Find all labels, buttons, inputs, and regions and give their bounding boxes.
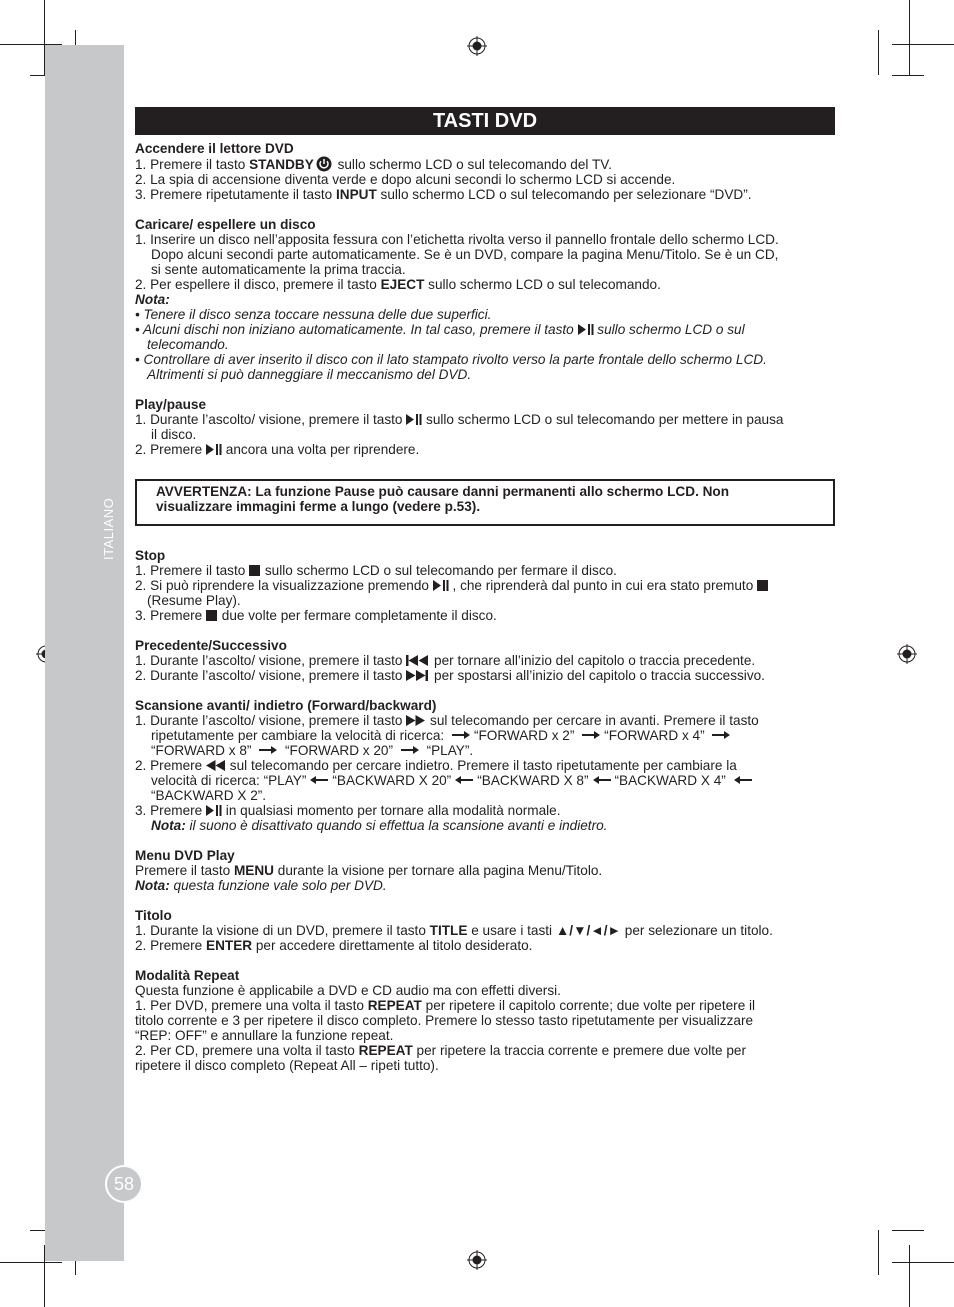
text: per selezionare un titolo.: [621, 923, 773, 938]
paragraph: [135, 412, 835, 427]
paragraph: [135, 187, 835, 202]
paragraph: titolo corrente e 3 per ripetere il disco completo. Premere lo stesso tasto ripetutamente per visualizzare: [135, 1013, 754, 1028]
paragraph: ripetere il disco completo (Repeat All – ripeti tutto).: [135, 1058, 439, 1073]
paragraph: [135, 668, 835, 683]
text: sullo schermo LCD o sul: [593, 322, 745, 337]
play-pause-icon: [433, 580, 449, 591]
text: sullo schermo LCD o sul telecomando per selezionare “DVD”.: [376, 187, 752, 202]
text: “FORWARD x 20”: [285, 743, 394, 758]
key-name: TITLE: [429, 923, 468, 938]
paragraph: [135, 1043, 835, 1058]
text: • Alcuni dischi non iniziano automaticamente. In tal caso, premere il tasto: [135, 322, 578, 337]
arrow-keys: ▲/▼/◄/►: [555, 923, 621, 938]
paragraph: [135, 923, 835, 938]
text: 2. Premere: [135, 758, 207, 773]
text: ripetutamente per cambiare la velocità di ricerca:: [151, 728, 445, 743]
page-number: 58: [105, 1165, 143, 1203]
note-item: telecomando.: [147, 337, 229, 352]
text: “FORWARD x 8”: [151, 743, 252, 758]
text: sul telecomando per cercare in avanti. Premere il tasto: [426, 713, 759, 728]
text: per accedere direttamente al titolo desiderato.: [252, 938, 533, 953]
paragraph: 1. Inserire un disco nell’apposita fessura con l’etichetta rivolta verso il pannello frontale dello schermo LCD.: [135, 232, 779, 247]
paragraph: [135, 277, 835, 292]
paragraph: si sente automaticamente la prima traccia.: [151, 262, 406, 277]
text: 1. Per DVD, premere una volta il tasto: [135, 998, 368, 1013]
crop-mark: [878, 1230, 879, 1275]
section-heading: Modalità Repeat: [135, 968, 240, 983]
section-heading: Accendere il lettore DVD: [135, 141, 294, 156]
text: 1. Durante l’ascolto/ visione, premere il tasto: [135, 412, 407, 427]
text: Premere il tasto: [135, 863, 234, 878]
text: 3. Premere ripetutamente il tasto: [135, 187, 336, 202]
play-pause-icon: [578, 324, 594, 335]
text: 1. Durante la visione di un DVD, premere il tasto: [135, 923, 430, 938]
crop-mark: [909, 1245, 910, 1307]
paragraph: [135, 938, 835, 953]
paragraph: [135, 758, 835, 773]
note-item: [135, 878, 835, 893]
text: due volte per fermare completamente il disco.: [218, 608, 497, 623]
key-name: MENU: [233, 863, 274, 878]
text: 1. Durante l’ascolto/ visione, premere il tasto: [135, 713, 407, 728]
side-bar: [45, 45, 124, 1261]
key-name: INPUT: [335, 187, 377, 202]
text: ancora una volta per riprendere.: [222, 442, 420, 457]
section-heading: Stop: [135, 548, 166, 563]
key-name: STANDBY: [249, 157, 314, 172]
text: questa funzione vale solo per DVD.: [169, 878, 387, 893]
text: 3. Premere: [135, 803, 207, 818]
text: “BACKWARD X 4”: [614, 773, 726, 788]
key-name: REPEAT: [367, 998, 422, 1013]
key-name: ENTER: [206, 938, 253, 953]
arrow-left-icon: [593, 776, 611, 784]
section-heading: Precedente/Successivo: [135, 638, 287, 653]
text: velocità di ricerca: “PLAY”: [151, 773, 307, 788]
arrow-right-icon: [259, 746, 277, 754]
text: e usare i tasti: [467, 923, 556, 938]
text: sullo schermo LCD o sul telecomando per mettere in pausa: [422, 412, 784, 427]
registration-mark-icon: [467, 36, 487, 56]
paragraph: [135, 773, 835, 788]
section-heading: Menu DVD Play: [135, 848, 235, 863]
crop-mark: [892, 1262, 954, 1263]
play-pause-icon: [206, 444, 222, 455]
paragraph: [135, 442, 835, 457]
paragraph: [135, 863, 835, 878]
note-item: • Controllare di aver inserito il disco con il lato stampato rivolto verso la parte frontale dello schermo LCD.: [135, 352, 767, 367]
paragraph: [135, 156, 835, 172]
note-item: • Tenere il disco senza toccare nessuna delle due superfici.: [135, 307, 492, 322]
key-name: REPEAT: [358, 1043, 413, 1058]
text: sullo schermo LCD o sul telecomando per fermare il disco.: [261, 563, 617, 578]
registration-mark-icon: [467, 1250, 487, 1270]
text: per ripetere il capitolo corrente; due volte per ripetere il: [421, 998, 756, 1013]
play-pause-icon: [206, 805, 222, 816]
warning-text: visualizzare immagini ferme a lungo (vedere p.53).: [156, 499, 481, 514]
paragraph: [135, 743, 835, 758]
warning-box: [135, 479, 835, 526]
arrow-right-icon: [712, 731, 730, 739]
text: per tornare all’inizio del capitolo o traccia precedente.: [430, 653, 756, 668]
content: [135, 141, 835, 1073]
note-label: Nota:: [151, 818, 186, 833]
stop-icon: [206, 610, 218, 621]
crop-mark: [892, 44, 954, 45]
text: “BACKWARD X 8”: [477, 773, 589, 788]
text: per spostarsi all’inizio del capitolo o traccia successivo.: [430, 668, 765, 683]
page-title: TASTI DVD: [135, 107, 835, 135]
text: 2. Durante l’ascolto/ visione, premere il tasto: [135, 668, 407, 683]
play-pause-icon: [406, 414, 422, 425]
text: 2. Per CD, premere una volta il tasto: [135, 1043, 359, 1058]
arrow-right-icon: [401, 746, 419, 754]
arrow-left-icon: [310, 776, 328, 784]
crop-mark: [892, 1230, 924, 1231]
text: sul telecomando per cercare indietro. Premere il tasto ripetutamente per cambiare la: [226, 758, 737, 773]
text: “FORWARD x 2”: [473, 728, 575, 743]
previous-icon: [406, 655, 430, 666]
text: , che riprenderà dal punto in cui era stato premuto: [448, 578, 758, 593]
section-heading: Play/pause: [135, 397, 207, 412]
section-heading: Caricare/ espellere un disco: [135, 217, 316, 232]
paragraph: il disco.: [151, 427, 197, 442]
note-label: Nota:: [135, 878, 170, 893]
paragraph: [135, 578, 835, 593]
power-icon: [314, 156, 334, 172]
paragraph: [135, 713, 835, 728]
rewind-icon: [206, 760, 226, 771]
text: per ripetere la traccia corrente e premere due volte per: [412, 1043, 746, 1058]
text: 1. Durante l’ascolto/ visione, premere il tasto: [135, 653, 407, 668]
text: “BACKWARD X 20”: [332, 773, 452, 788]
text: 2. Si può riprendere la visualizzazione premendo: [135, 578, 433, 593]
paragraph: Questa funzione è applicabile a DVD e CD audio ma con effetti diversi.: [135, 983, 561, 998]
fast-forward-icon: [406, 715, 426, 726]
note-item: Altrimenti si può danneggiare il meccanismo del DVD.: [147, 367, 472, 382]
arrow-left-icon: [455, 776, 473, 784]
text: 2. Premere: [135, 442, 207, 457]
section-heading: Titolo: [135, 908, 172, 923]
text: 1. Premere il tasto: [135, 157, 250, 172]
stop-icon: [757, 580, 769, 591]
paragraph: (Resume Play).: [147, 593, 241, 608]
text: 2. Per espellere il disco, premere il tasto: [135, 277, 381, 292]
note-item: [135, 818, 835, 833]
text: il suono è disattivato quando si effettua la scansione avanti e indietro.: [185, 818, 608, 833]
paragraph: Dopo alcuni secondi parte automaticamente. Se è un DVD, compare la pagina Menu/Titolo. Se è un CD,: [151, 247, 779, 262]
paragraph: “BACKWARD X 2”.: [151, 788, 267, 803]
text: 2. Premere: [135, 938, 207, 953]
crop-mark: [892, 75, 924, 76]
paragraph: [135, 803, 835, 818]
stop-icon: [249, 565, 261, 576]
paragraph: [135, 563, 835, 578]
paragraph: “REP: OFF” e annullare la funzione repeat.: [135, 1028, 394, 1043]
registration-mark-icon: [897, 644, 917, 664]
arrow-right-icon: [452, 731, 470, 739]
next-icon: [406, 670, 430, 681]
text: “PLAY”.: [426, 743, 474, 758]
paragraph: [135, 998, 835, 1013]
paragraph: [135, 728, 835, 743]
crop-mark: [0, 1262, 62, 1263]
text: “FORWARD x 4”: [604, 728, 705, 743]
section-heading: Scansione avanti/ indietro (Forward/backward): [135, 698, 437, 713]
crop-mark: [878, 30, 879, 75]
arrow-left-icon: [734, 776, 752, 784]
arrow-right-icon: [582, 731, 600, 739]
text: 1. Premere il tasto: [135, 563, 250, 578]
crop-mark: [909, 0, 910, 75]
warning-text: AVVERTENZA: La funzione Pause può causare danni permanenti allo schermo LCD. Non: [156, 484, 730, 499]
text: sullo schermo LCD o sul telecomando del TV.: [333, 157, 612, 172]
language-label: ITALIANO: [101, 497, 116, 560]
paragraph: [135, 608, 835, 623]
paragraph: 2. La spia di accensione diventa verde e dopo alcuni secondi lo schermo LCD si accende.: [135, 172, 676, 187]
text: in qualsiasi momento per tornare alla modalità normale.: [222, 803, 561, 818]
note-label: Nota:: [135, 292, 170, 307]
text: sullo schermo LCD o sul telecomando.: [424, 277, 661, 292]
note-item: [135, 322, 835, 337]
text: 3. Premere: [135, 608, 207, 623]
key-name: EJECT: [380, 277, 425, 292]
paragraph: [135, 653, 835, 668]
text: durante la visione per tornare alla pagina Menu/Titolo.: [274, 863, 603, 878]
